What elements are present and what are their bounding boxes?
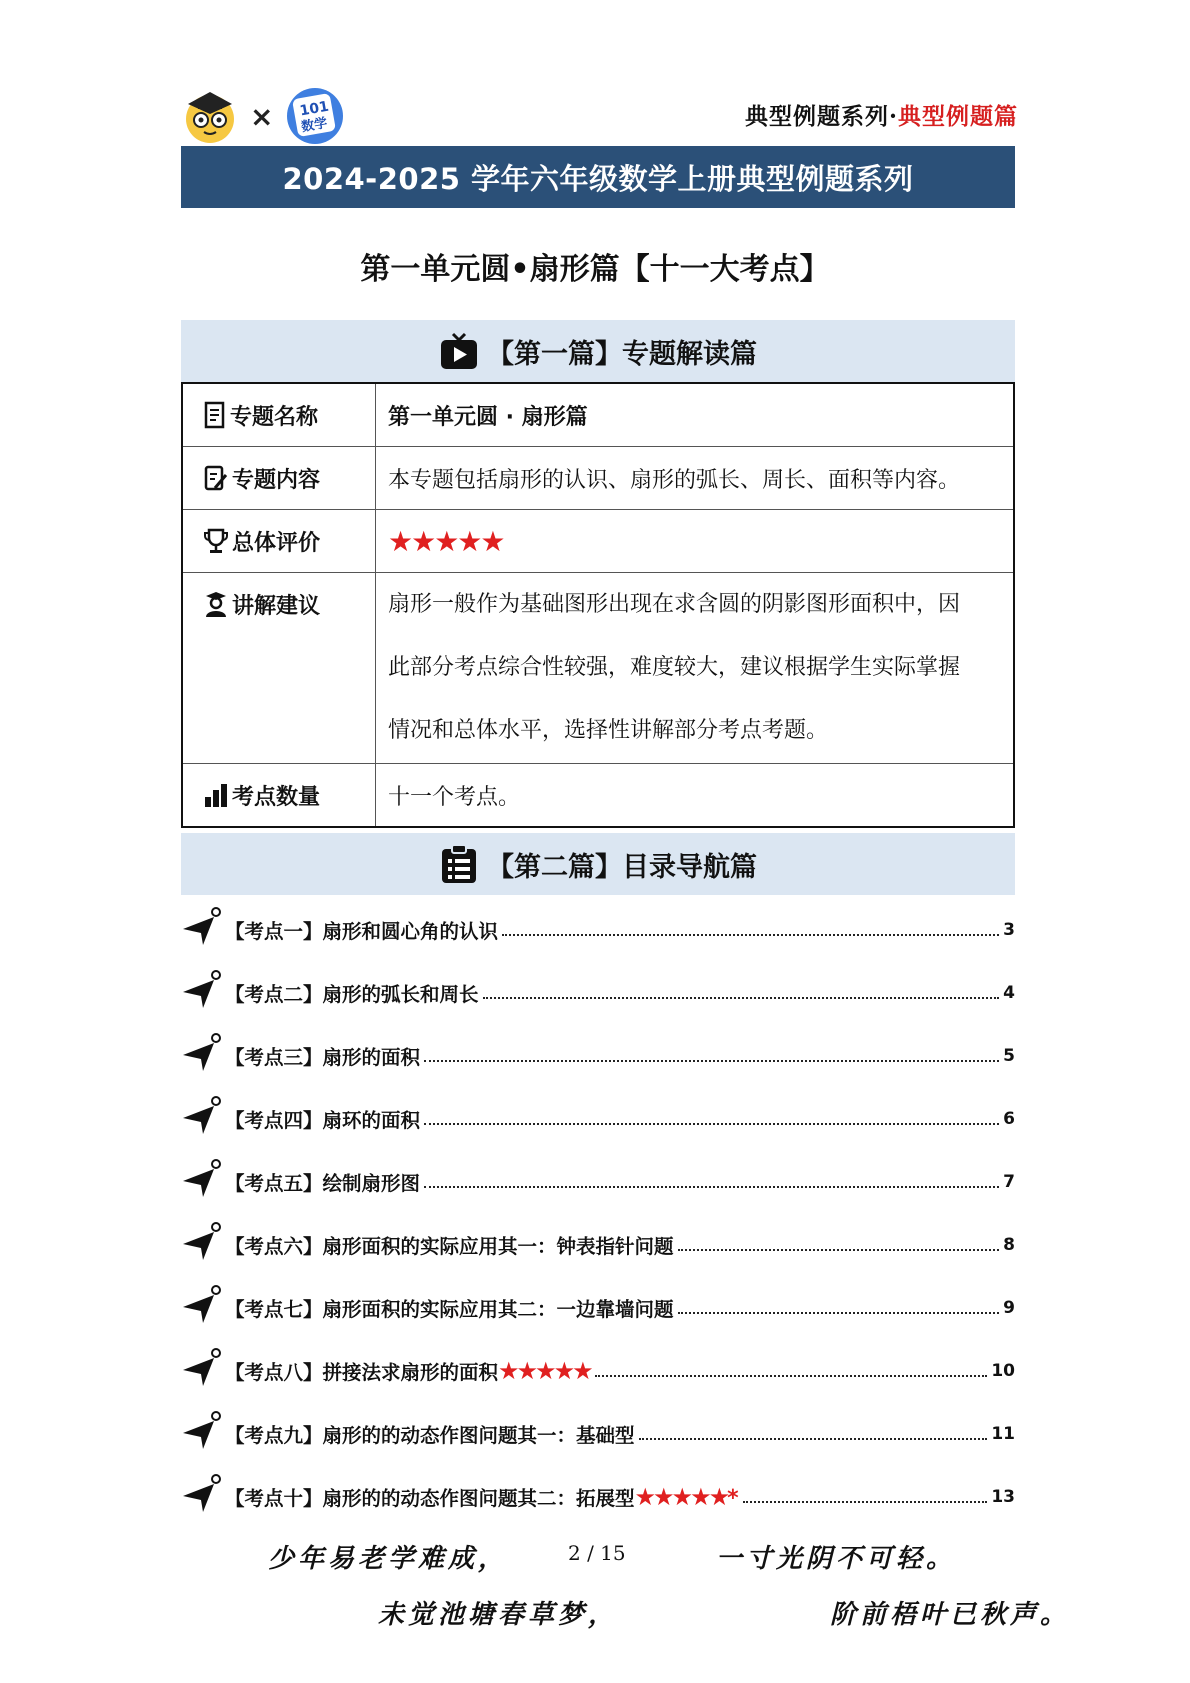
toc-item[interactable]: [181, 1024, 1015, 1087]
section-header-interpretation: [181, 320, 1015, 382]
dot-leader: [483, 997, 1000, 999]
topic-count-value: 十一个考点。: [388, 784, 521, 810]
topic-content-value: 本专题包括扇形的认识、扇形的弧长、周长、面积等内容。: [388, 467, 961, 493]
series-suffix: 典型例题篇: [898, 103, 1018, 130]
dot-leader: [424, 1186, 999, 1188]
dot-leader: [502, 934, 999, 936]
navigation-arrow-icon: [181, 1031, 225, 1080]
dot-leader: [678, 1249, 1000, 1251]
toc-title: 【考点二】扇形的弧长和周长: [225, 982, 479, 1006]
navigation-arrow-icon: [181, 968, 225, 1017]
difficulty-stars: ★★★★★: [498, 1356, 591, 1385]
math101-logo-icon: [283, 86, 347, 146]
toc-title: 【考点七】扇形面积的实际应用其二：一边靠墙问题: [225, 1297, 674, 1321]
teaching-advice-label: 讲解建议: [232, 593, 321, 619]
dot-leader: [424, 1123, 999, 1125]
times-sign: ×: [250, 99, 274, 133]
dot-leader: [424, 1060, 999, 1062]
toc-page-number: 11: [991, 1423, 1015, 1444]
toc-page-number: 6: [1003, 1108, 1015, 1129]
section-header-toc: [181, 833, 1015, 895]
toc-title: 【考点四】扇环的面积: [225, 1108, 421, 1132]
navigation-arrow-icon: [181, 1094, 225, 1143]
navigation-arrow-icon: [181, 1220, 225, 1269]
header-logos: [180, 86, 347, 146]
extra-star: *: [727, 1485, 739, 1511]
toc-item[interactable]: [181, 961, 1015, 1024]
advice-line-3: 情况和总体水平，选择性讲解部分考点考题。: [388, 718, 829, 743]
edit-document-icon: [203, 464, 229, 492]
section-title-1: 【第一篇】专题解读篇: [487, 338, 757, 370]
toc-page-number: 7: [1003, 1171, 1015, 1192]
toc-item[interactable]: [181, 1402, 1015, 1465]
difficulty-stars: ★★★★★: [634, 1482, 728, 1511]
toc-item[interactable]: [181, 1150, 1015, 1213]
toc-title: 【考点五】绘制扇形图: [225, 1171, 421, 1195]
navigation-arrow-icon: [181, 1409, 225, 1458]
navigation-arrow-icon: [181, 1283, 225, 1332]
toc-title: 【考点三】扇形的面积: [225, 1045, 421, 1069]
toc-item[interactable]: [181, 1213, 1015, 1276]
topic-count-label: 考点数量: [232, 784, 321, 810]
toc-item[interactable]: [181, 1339, 1015, 1402]
navigation-arrow-icon: [181, 1472, 225, 1521]
table-of-contents: [181, 898, 1015, 1528]
series-label: [745, 98, 1018, 131]
teacher-icon: [203, 590, 229, 618]
page-number: 2 / 15: [568, 1541, 626, 1565]
topic-content-label: 专题内容: [232, 467, 321, 493]
scholar-mascot-icon: [180, 86, 240, 146]
document-icon: [203, 401, 227, 429]
toc-page-number: 8: [1003, 1234, 1015, 1255]
logo-text-101: 101: [298, 98, 331, 120]
dot-leader: [595, 1375, 988, 1377]
toc-title: 【考点八】拼接法求扇形的面积: [225, 1360, 499, 1384]
poem-line-1b: 一寸光阴不可轻。: [716, 1544, 957, 1574]
toc-page-number: 4: [1003, 982, 1015, 1003]
navigation-arrow-icon: [181, 1157, 225, 1206]
bar-chart-icon: [203, 781, 229, 809]
title-banner: 2024-2025 学年六年级数学上册典型例题系列: [181, 146, 1015, 208]
overall-rating-label: 总体评价: [232, 530, 321, 556]
toc-title: 【考点一】扇形和圆心角的认识: [225, 919, 499, 943]
toc-page-number: 5: [1003, 1045, 1015, 1066]
trophy-icon: [203, 527, 229, 555]
toc-title: 【考点十】扇形的的动态作图问题其二：拓展型: [225, 1486, 635, 1510]
topic-info-table: [181, 382, 1015, 828]
advice-line-1: 扇形一般作为基础图形出现在求含圆的阴影图形面积中，因: [388, 592, 961, 617]
series-prefix: 典型例题系列·: [744, 103, 898, 130]
toc-item[interactable]: [181, 1276, 1015, 1339]
advice-line-2: 此部分考点综合性较强，难度较大，建议根据学生实际掌握: [388, 655, 961, 680]
topic-name-value: 第一单元圆 · 扇形篇: [388, 404, 588, 430]
navigation-arrow-icon: [181, 1346, 225, 1395]
tv-play-icon: [439, 331, 479, 371]
toc-page-number: 3: [1003, 919, 1015, 940]
toc-item[interactable]: [181, 1087, 1015, 1150]
toc-item[interactable]: [181, 898, 1015, 961]
toc-title: 【考点六】扇形面积的实际应用其一：钟表指针问题: [225, 1234, 674, 1258]
topic-name-label: 专题名称: [230, 404, 319, 430]
poem-line-1a: 少年易老学难成，: [268, 1544, 509, 1574]
poem-line-2a: 未觉池塘春草梦，: [378, 1600, 619, 1630]
dot-leader: [743, 1501, 988, 1503]
clipboard-list-icon: [439, 843, 479, 885]
logo-text-math: 数学: [300, 115, 329, 136]
dot-leader: [639, 1438, 988, 1440]
toc-item[interactable]: [181, 1465, 1015, 1528]
toc-page-number: 13: [991, 1486, 1015, 1507]
dot-leader: [678, 1312, 1000, 1314]
toc-page-number: 9: [1003, 1297, 1015, 1318]
rating-stars: ★★★★★: [388, 524, 504, 558]
section-title-2: 【第二篇】目录导航篇: [487, 851, 757, 883]
poem-line-2b: 阶前梧叶已秋声。: [830, 1600, 1071, 1630]
page-title: 第一单元圆•扇形篇【十一大考点】: [360, 252, 830, 287]
navigation-arrow-icon: [181, 905, 225, 954]
toc-title: 【考点九】扇形的的动态作图问题其一：基础型: [225, 1423, 635, 1447]
toc-page-number: 10: [991, 1360, 1015, 1381]
